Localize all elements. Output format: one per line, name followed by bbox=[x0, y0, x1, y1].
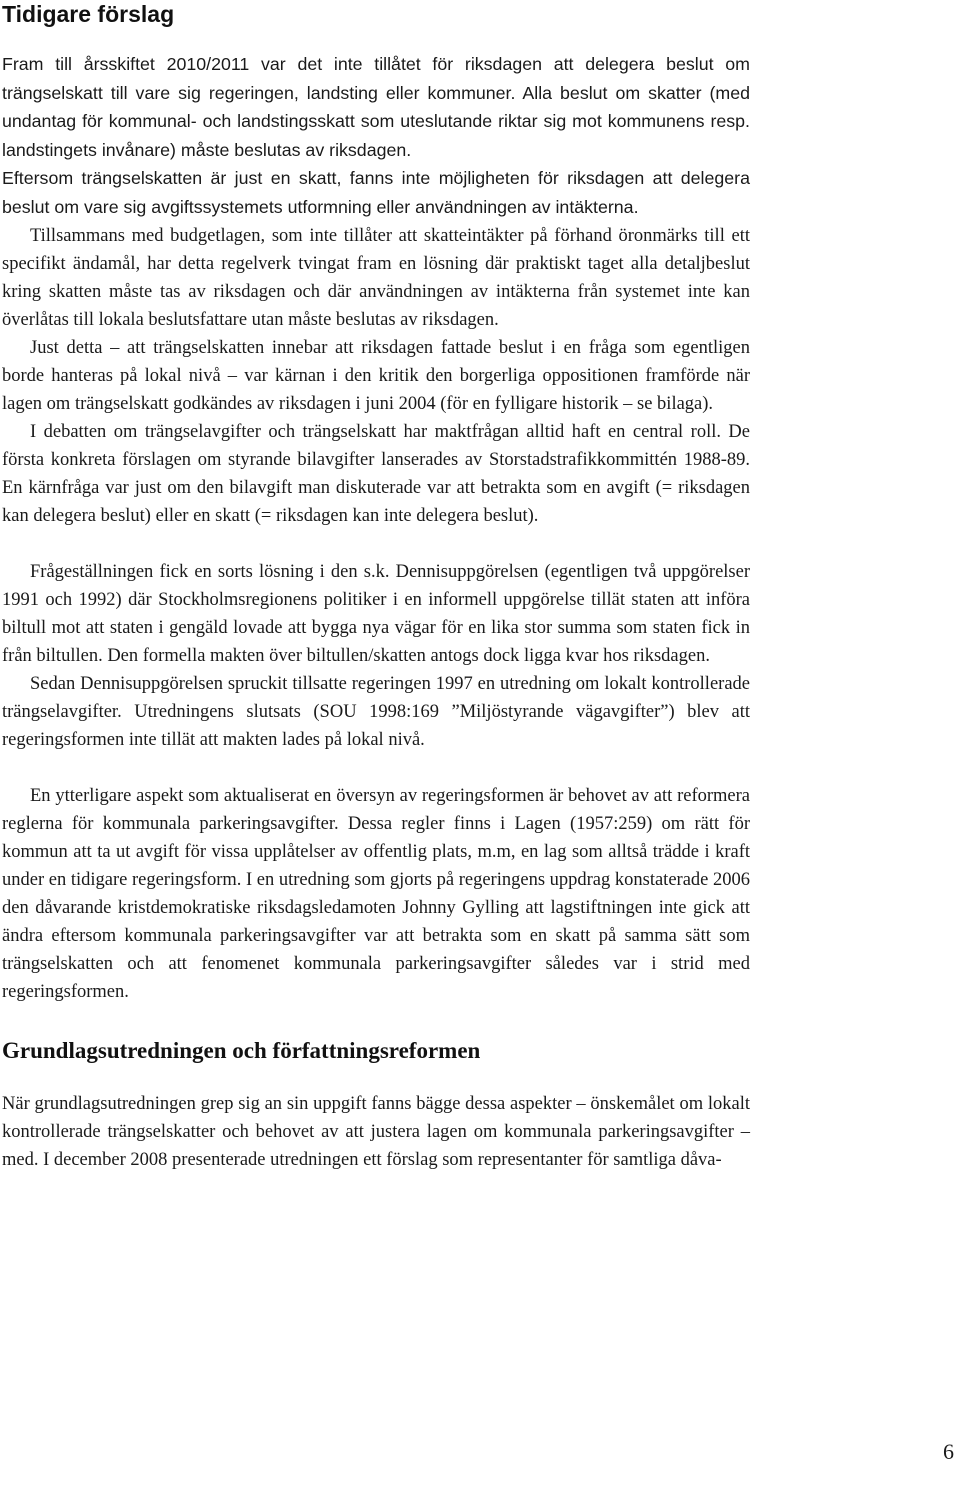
page-number: 6 bbox=[943, 1439, 954, 1464]
paragraph-debatten: I debatten om trängselavgifter och trängselskatt har maktfrågan alltid haft en central roll. De första konkreta förslagen om styrande bilavgifter lanserades av Storstadstrafikkommittén 1988-89. En kärnfråga var just om den bilavgift man diskuterade var att betrakta som en avgift (= riksdagen kan delegera beslut) eller en skatt (= riksdagen kan inte delegera beslut). bbox=[2, 421, 750, 526]
paragraph-just-detta: Just detta – att trängselskatten innebar att riksdagen fattade beslut i en fråga som egentligen borde hanteras på lokal nivå – var kärnan i den kritik den borgerliga oppositionen framförde när lagen om trängselskatt godkändes av riksdagen i juni 2004 (för en fylligare historik – se bilaga). bbox=[2, 337, 750, 414]
spacer bbox=[2, 754, 750, 782]
paragraph-fragestallningen: Frågeställningen fick en sorts lösning i den s.k. Dennisuppgörelsen (egentligen två uppgörelser 1991 och 1992) där Stockholmsregionens politiker i en informell uppgörelse tillät staten att införa biltull mot att staten i gengäld lovade att bygga nya vägar för en lika stor summa som staten fick in från biltullen. Den formella makten över biltullen/skatten antogs dock ligga kvar hos riksdagen. bbox=[2, 561, 750, 666]
spacer bbox=[2, 530, 750, 558]
section-heading-grundlagsutredningen: Grundlagsutredningen och författningsreformen bbox=[2, 1037, 481, 1063]
section-heading-tidigare-forslag: Tidigare förslag bbox=[2, 1, 175, 27]
paragraph-tillsammans: Tillsammans med budgetlagen, som inte tillåter att skatteintäkter på förhand öronmärks till ett specifikt ändamål, har detta regelverk tvingat fram en lösning där praktiskt taget alla detaljbeslut kring skatten måste tas av riksdagen och där användningen av intäkterna från systemet inte kan överlåtas till lokala beslutsfattare utan måste beslutas av riksdagen. bbox=[2, 225, 750, 330]
paragraph-grundlagsutredningen: När grundlagsutredningen grep sig an sin uppgift fanns bägge dessa aspekter – önskemålet om lokalt kontrollerade trängselskatter och behovet av att justera lagen om kommunala parkeringsavgifter – med. I december 2008 presenterade utredningen ett förslag som representanter för samtliga dåva- bbox=[2, 1093, 750, 1170]
paragraph-ytterligare-aspekt: En ytterligare aspekt som aktualiserat en översyn av regeringsformen är behovet av att reformera reglerna för kommunala parkeringsavgifter. Dessa regler finns i Lagen (1957:259) om rätt för kommun att ta ut avgift för vissa upplåtelser av offentlig plats, m.m, en lag som alltså trädde i kraft under en tidigare regeringsform. I en utredning som gjorts på regeringens uppdrag konstaterade 2006 den dåvarande kristdemokratiske riksdagsledamoten Johnny Gylling att lagstiftningen inte gick att ändra eftersom kommunala parkeringsavgifter var att betrakta som en skatt på samma sätt som trängselskatten och att fenomenet kommunala parkeringsavgifter således var i strid med regeringsformen. bbox=[2, 785, 750, 1002]
paragraph-eftersom: Eftersom trängselskatten är just en skatt, fanns inte möjligheten för riksdagen att delegera beslut om vare sig avgiftssystemets utformning eller användningen av intäkterna. bbox=[2, 168, 750, 217]
paragraph-intro: Fram till årsskiftet 2010/2011 var det inte tillåtet för riksdagen att delegera beslut om trängselskatt till vare sig regeringen, landsting eller kommuner. Alla beslut om skatter (med undantag för kommunal- och landstingsskatt som uteslutande riktar sig mot kommunens resp. landstingets invånare) måste beslutas av riksdagen. bbox=[2, 54, 750, 160]
spacer bbox=[2, 1066, 750, 1090]
paragraph-sedan: Sedan Dennisuppgörelsen spruckit tillsatte regeringen 1997 en utredning om lokalt kontrollerade trängselavgifter. Utredningens slutsats (SOU 1998:169 ”Miljöstyrande vägavgifter”) blev att regeringsformen inte tillät att makten lades på lokal nivå. bbox=[2, 673, 750, 750]
document-page bbox=[2, 0, 750, 1174]
spacer bbox=[2, 28, 750, 50]
spacer bbox=[2, 1006, 750, 1036]
